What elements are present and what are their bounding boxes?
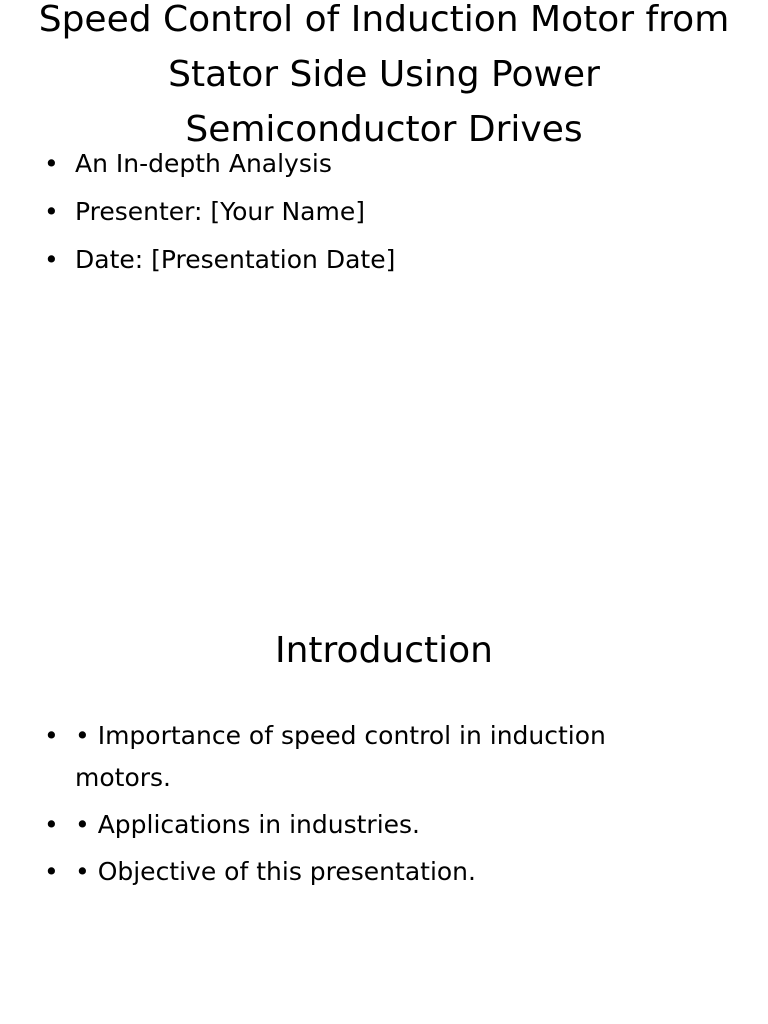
slide-title: Introduction bbox=[274, 630, 493, 671]
bullet-text: • Objective of this presentation. bbox=[75, 857, 476, 886]
bullet-text: Presenter: [Your Name] bbox=[75, 197, 365, 226]
bullet-text: Date: [Presentation Date] bbox=[75, 245, 396, 274]
bullet-icon: • bbox=[44, 149, 59, 178]
bullet-icon: • bbox=[44, 721, 59, 750]
list-item bbox=[44, 804, 694, 846]
bullet-text: • Importance of speed control in induction motors. bbox=[75, 721, 606, 792]
bullet-text: • Applications in industries. bbox=[75, 810, 420, 839]
list-item bbox=[44, 236, 694, 284]
list-item bbox=[44, 715, 694, 799]
bullet-text: An In-depth Analysis bbox=[75, 149, 332, 178]
list-item bbox=[44, 140, 694, 188]
bullet-list bbox=[44, 140, 694, 284]
bullet-icon: • bbox=[44, 245, 59, 274]
list-item bbox=[44, 188, 694, 236]
slide-title: Speed Control of Induction Motor from Stator Side Using Power Semiconductor Drives bbox=[38, 0, 730, 150]
bullet-icon: • bbox=[44, 197, 59, 226]
bullet-icon: • bbox=[44, 857, 59, 886]
bullet-list bbox=[44, 715, 694, 898]
introduction-slide bbox=[0, 576, 768, 1024]
list-item bbox=[44, 851, 694, 893]
bullet-icon: • bbox=[44, 810, 59, 839]
